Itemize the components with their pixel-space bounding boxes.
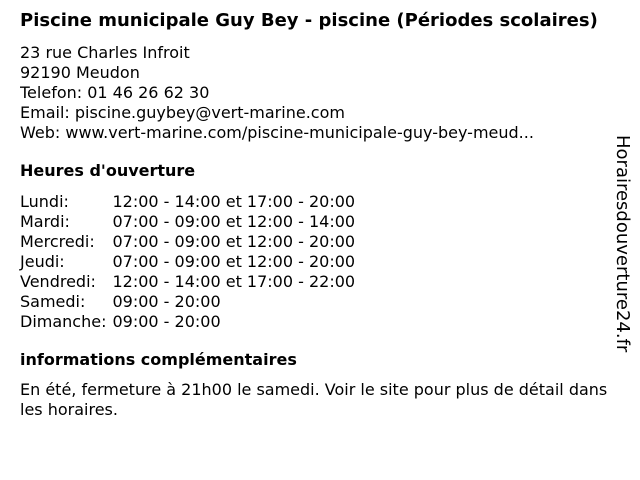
- hours-table: [20, 192, 355, 332]
- hours-row-samedi: [20, 292, 355, 312]
- day-label: Mercredi:: [20, 232, 95, 251]
- day-hours: 09:00 - 20:00: [112, 312, 221, 331]
- phone-number: Telefon: 01 46 26 62 30: [20, 83, 210, 102]
- page-title: Piscine municipale Guy Bey - piscine (Périodes scolaires): [20, 10, 598, 31]
- day-label: Samedi:: [20, 292, 86, 311]
- business-card: [20, 10, 608, 420]
- day-label: Dimanche:: [20, 312, 107, 331]
- hours-row-jeudi: [20, 252, 355, 272]
- day-hours: 09:00 - 20:00: [112, 292, 221, 311]
- hours-row-mercredi: [20, 232, 355, 252]
- hours-row-vendredi: [20, 272, 355, 292]
- day-hours: 07:00 - 09:00 et 12:00 - 20:00: [112, 232, 356, 251]
- day-label: Jeudi:: [20, 252, 65, 271]
- hours-heading: Heures d'ouverture: [20, 161, 196, 180]
- email-address: Email: piscine.guybey@vert-marine.com: [20, 103, 345, 122]
- site-watermark: Horairesdouverture24.fr: [612, 135, 633, 353]
- hours-row-mardi: [20, 212, 355, 232]
- day-label: Mardi:: [20, 212, 70, 231]
- street-address: 23 rue Charles Infroit: [20, 43, 190, 62]
- day-hours: 07:00 - 09:00 et 12:00 - 20:00: [112, 252, 356, 271]
- address-block: [20, 43, 600, 143]
- day-label: Lundi:: [20, 192, 69, 211]
- day-hours: 07:00 - 09:00 et 12:00 - 14:00: [112, 212, 356, 231]
- hours-row-lundi: [20, 192, 355, 212]
- info-heading: informations complémentaires: [20, 350, 297, 369]
- day-label: Vendredi:: [20, 272, 96, 291]
- info-text: En été, fermeture à 21h00 le samedi. Voir le site pour plus de détail dans les horaires.: [20, 380, 608, 419]
- day-hours: 12:00 - 14:00 et 17:00 - 22:00: [112, 272, 356, 291]
- city-address: 92190 Meudon: [20, 63, 140, 82]
- day-hours: 12:00 - 14:00 et 17:00 - 20:00: [112, 192, 356, 211]
- website-url: Web: www.vert-marine.com/piscine-municipale-guy-bey-meud...: [20, 123, 534, 142]
- hours-row-dimanche: [20, 312, 355, 332]
